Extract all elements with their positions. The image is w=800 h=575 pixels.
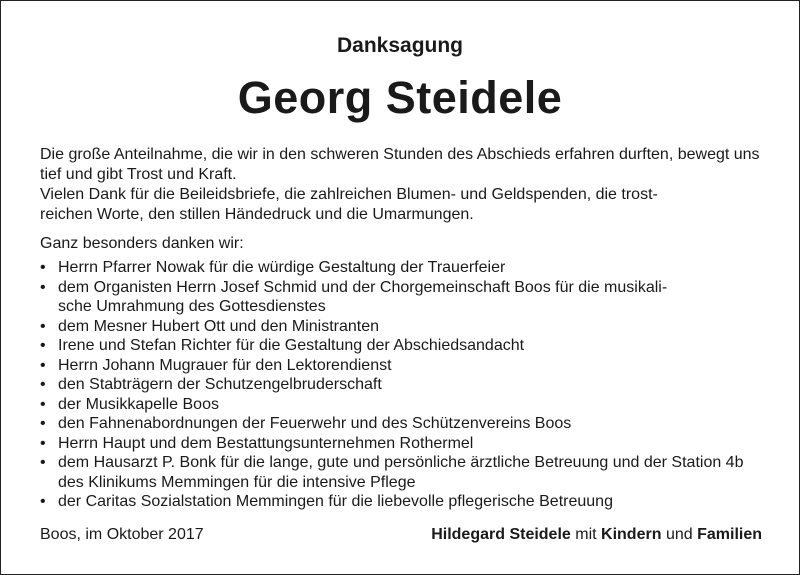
notice-heading: Danksagung <box>336 34 464 57</box>
signature-name: Hildegard Steidele <box>431 526 571 543</box>
thanks-item: • dem Hausarzt P. Bonk für die lange, gute und persönliche ärztliche Betreuung und der Station 4b des Klinikums Memmingen für die intensive Pflege <box>40 453 762 492</box>
thanks-item-line-2: sche Umrahmung des Gottesdienstes <box>58 298 326 315</box>
place-date: Boos, im Oktober 2017 <box>40 526 204 543</box>
thanks-item: • der Musikkapelle Boos <box>40 395 762 415</box>
thanks-item: • Herrn Johann Mugrauer für den Lektorendienst <box>40 356 762 376</box>
thanks-list <box>40 258 762 512</box>
intro-paragraph-2-line-2: reichen Worte, den stillen Händedruck und die Umarmungen. <box>40 206 474 223</box>
intro-paragraph-2-line-1: Vielen Dank für die Beileidsbriefe, die zahlreichen Blumen- und Geldspenden, die trost- <box>40 186 658 203</box>
signature-mit: mit <box>575 526 597 543</box>
thanks-item-line-1: dem Organisten Herrn Josef Schmid und der Chorgemeinschaft Boos für die musikali- <box>58 278 668 296</box>
thanks-item: • den Stabträgern der Schutzengelbruderschaft <box>40 375 762 395</box>
signature <box>431 525 762 545</box>
thanks-item: • den Fahnenabordnungen der Feuerwehr und des Schützenvereins Boos <box>40 414 762 434</box>
thanks-item <box>40 278 762 317</box>
intro-paragraph-2 <box>40 185 762 225</box>
thanks-item: • dem Mesner Hubert Ott und den Ministranten <box>40 317 762 337</box>
thanks-item: • Herrn Pfarrer Nowak für die würdige Gestaltung der Trauerfeier <box>40 258 762 278</box>
thanks-lead: Ganz besonders danken wir: <box>40 235 244 252</box>
signature-und: und <box>665 526 693 543</box>
signature-kinder: Kindern <box>601 526 662 543</box>
thanks-item: • Herrn Haupt und dem Bestattungsunternehmen Rothermel <box>40 434 762 454</box>
intro-text <box>40 145 762 225</box>
thanks-item: • Irene und Stefan Richter für die Gestaltung der Abschiedsandacht <box>40 336 762 356</box>
signature-familien: Familien <box>697 526 762 543</box>
intro-paragraph-1: Die große Anteilnahme, die wir in den schweren Stunden des Abschieds erfahren durften, bewegt uns tief und gibt Trost und Kraft. <box>40 146 760 183</box>
thanks-item: • der Caritas Sozialstation Memmingen für die liebevolle pflegerische Betreuung <box>40 492 762 512</box>
deceased-name: Georg Steidele <box>237 72 563 123</box>
